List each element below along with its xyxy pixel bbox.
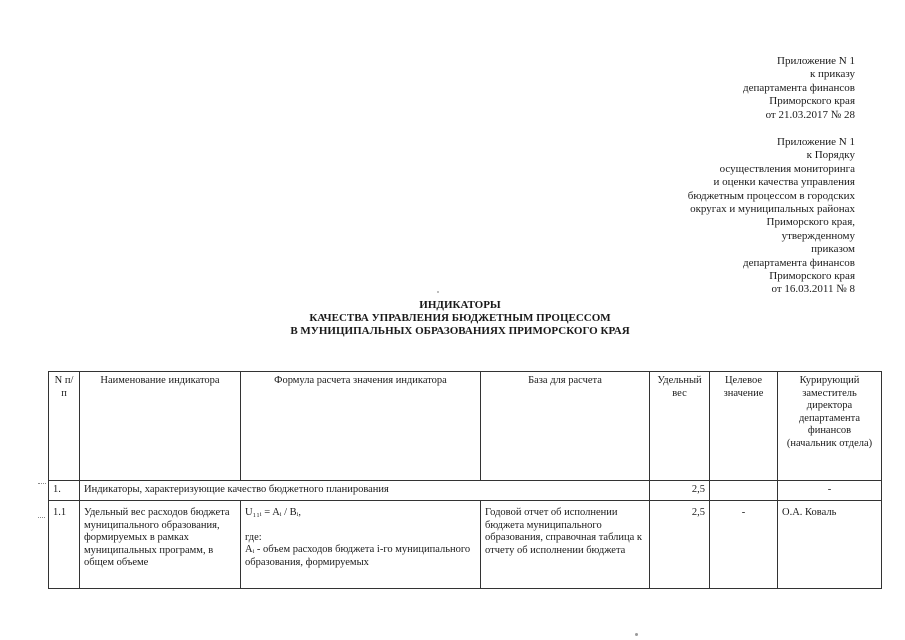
indicators-table bbox=[48, 371, 882, 589]
title-line-3: В МУНИЦИПАЛЬНЫХ ОБРАЗОВАНИЯХ ПРИМОРСКОГО КРАЯ bbox=[290, 325, 630, 337]
title-line-2: КАЧЕСТВА УПРАВЛЕНИЯ БЮДЖЕТНЫМ ПРОЦЕССОМ bbox=[309, 312, 611, 324]
row-formula bbox=[241, 501, 481, 589]
header-num: N п/п bbox=[49, 372, 80, 481]
appendix-line: Приморского края, bbox=[766, 216, 855, 229]
appendix-procedure-block bbox=[688, 136, 855, 297]
section-name: Индикаторы, характеризующие качество бюджетного планирования bbox=[80, 481, 650, 501]
appendix-line: департамента финансов bbox=[743, 81, 855, 94]
appendix-line: Приморского края bbox=[769, 95, 855, 108]
header-weight: Удельный вес bbox=[650, 372, 710, 481]
appendix-line: приказом bbox=[811, 243, 855, 256]
section-num: 1. bbox=[49, 481, 80, 501]
appendix-line: от 16.03.2011 № 8 bbox=[771, 283, 855, 296]
section-target bbox=[710, 481, 778, 501]
appendix-line: округах и муниципальных районах bbox=[690, 203, 855, 216]
scan-speck bbox=[635, 633, 638, 636]
table-header-row bbox=[49, 372, 882, 481]
row-target: - bbox=[710, 501, 778, 589]
scan-mark bbox=[38, 517, 45, 518]
row-indicator-name: Удельный вес расходов бюджета муниципального образования, формируемых в рамках муниципальных программ, в общем объеме bbox=[80, 501, 241, 589]
appendix-line: к приказу bbox=[809, 68, 855, 81]
appendix-line: Приложение N 1 bbox=[777, 136, 855, 148]
appendix-line: к Порядку bbox=[806, 149, 855, 162]
header-target: Целевое значение bbox=[710, 372, 778, 481]
scan-speck bbox=[437, 291, 439, 293]
header-name: Наименование индикатора bbox=[80, 372, 241, 481]
title-line-1: ИНДИКАТОРЫ bbox=[419, 299, 501, 311]
section-weight: 2,5 bbox=[650, 481, 710, 501]
appendix-line: утвержденному bbox=[781, 229, 855, 242]
document-title bbox=[240, 299, 680, 338]
header-curator: Курирующий заместитель директора департамента финансов (начальник отдела) bbox=[778, 372, 882, 481]
row-base: Годовой отчет об исполнении бюджета муниципального образования, справочная таблица к отчету об исполнении бюджета bbox=[481, 501, 650, 589]
appendix-order-block bbox=[743, 55, 855, 122]
table-row bbox=[49, 481, 882, 501]
formula-desc: Aᵢ - объем расходов бюджета i-го муниципального образования, формируемых bbox=[245, 544, 471, 568]
appendix-line: от 21.03.2017 № 28 bbox=[765, 108, 855, 121]
header-base: База для расчета bbox=[481, 372, 650, 481]
row-curator: О.А. Коваль bbox=[778, 501, 882, 589]
appendix-line: департамента финансов bbox=[743, 256, 855, 269]
header-formula: Формула расчета значения индикатора bbox=[241, 372, 481, 481]
formula-where: где: bbox=[245, 531, 262, 543]
appendix-line: и оценки качества управления bbox=[713, 176, 855, 189]
table-row bbox=[49, 501, 882, 589]
section-curator: - bbox=[778, 481, 882, 501]
appendix-line: бюджетным процессом в городских bbox=[687, 189, 855, 202]
appendix-line: осуществления мониторинга bbox=[719, 162, 855, 175]
formula-main: U₁₁ᵢ = Aᵢ / Bᵢ, bbox=[245, 507, 302, 518]
appendix-line: Приморского края bbox=[769, 270, 855, 283]
row-num: 1.1 bbox=[49, 501, 80, 589]
appendix-line: Приложение N 1 bbox=[777, 55, 855, 67]
scan-mark bbox=[38, 483, 46, 484]
row-weight: 2,5 bbox=[650, 501, 710, 589]
